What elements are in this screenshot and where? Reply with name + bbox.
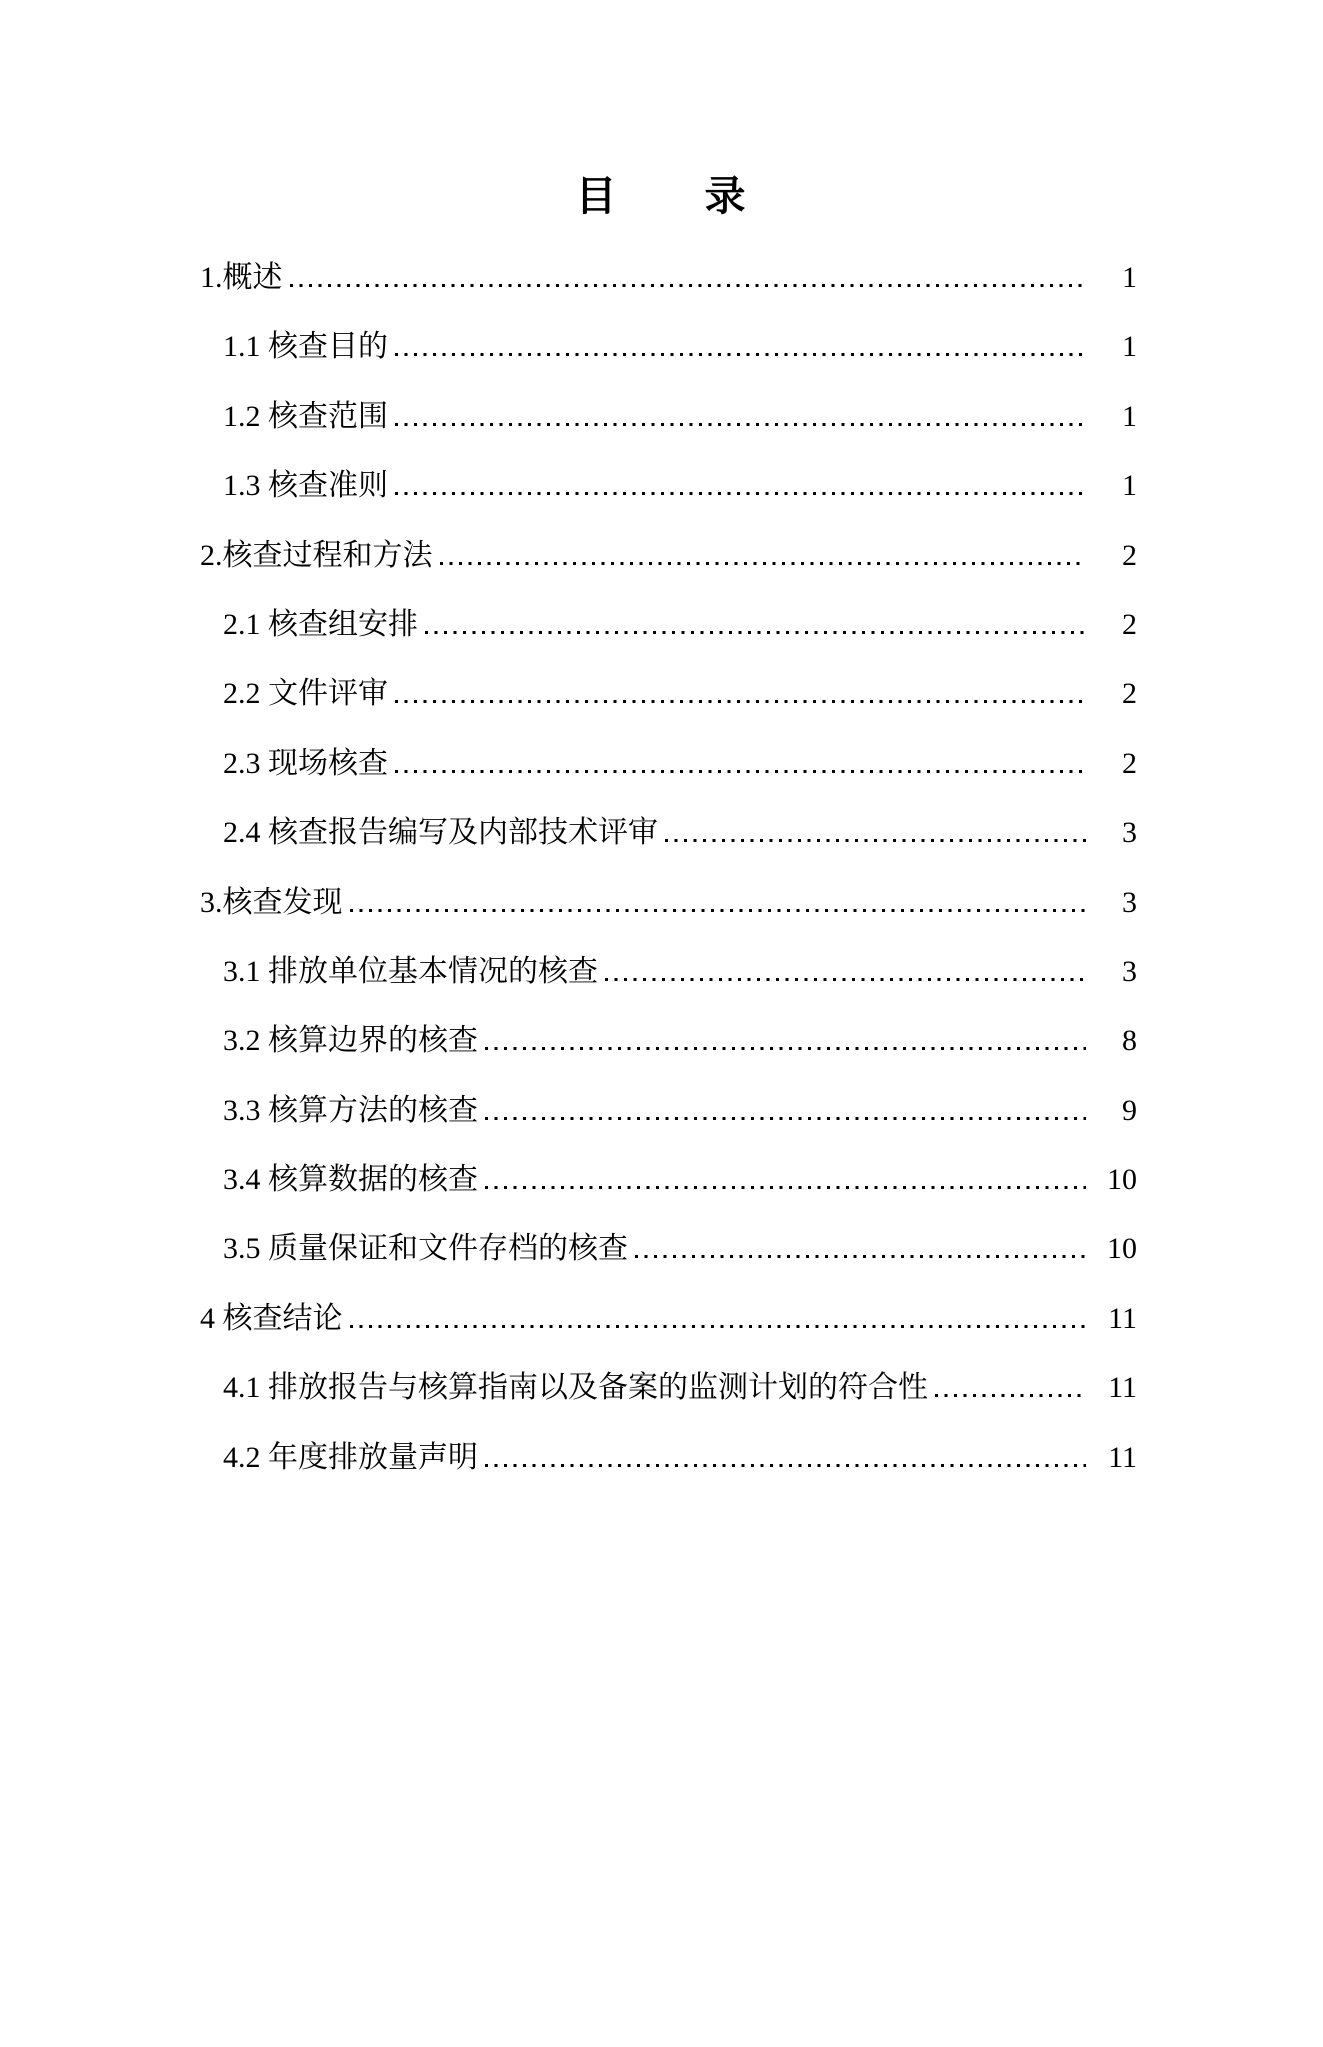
toc-entry-label: 1.3 核查准则 (223, 469, 388, 503)
toc-entry[interactable] (200, 1006, 1137, 1075)
toc-entry-page: 1 (1122, 330, 1137, 364)
dot-leader (425, 631, 1086, 634)
dot-leader (485, 1464, 1086, 1467)
toc-entry-label: 2.3 现场核查 (223, 746, 388, 780)
toc-entry[interactable] (200, 451, 1137, 520)
toc-entry-label: 1.2 核查范围 (223, 399, 388, 433)
toc-entry-label: 2.1 核查组安排 (223, 607, 418, 641)
dot-leader (485, 1186, 1086, 1189)
dot-leader (440, 562, 1087, 565)
document-page (0, 173, 1323, 2047)
dot-leader (395, 700, 1086, 703)
toc-entry-page: 2 (1122, 538, 1137, 572)
toc-entry[interactable] (200, 937, 1137, 1006)
toc-entry[interactable] (200, 1214, 1137, 1283)
toc-entry[interactable] (200, 1423, 1137, 1492)
toc-entry-label: 3.2 核算边界的核查 (223, 1024, 478, 1058)
toc-entry-page: 2 (1122, 746, 1137, 780)
toc-entry-label: 4 核查结论 (200, 1301, 343, 1335)
toc-entry-label: 4.2 年度排放量声明 (223, 1440, 478, 1474)
toc-entry-label: 3.4 核算数据的核查 (223, 1163, 478, 1197)
toc-entry-label: 2.核查过程和方法 (200, 538, 433, 572)
toc-entry[interactable] (200, 1145, 1137, 1214)
dot-leader (635, 1255, 1086, 1258)
toc-entry-page: 9 (1122, 1093, 1137, 1127)
toc-entry[interactable] (200, 659, 1137, 728)
dot-leader (485, 1117, 1086, 1120)
toc-entry-page: 2 (1122, 607, 1137, 641)
toc-entry-label: 3.1 排放单位基本情况的核查 (223, 954, 598, 988)
toc-entry[interactable] (200, 382, 1137, 451)
toc-entry[interactable] (200, 868, 1137, 937)
toc-entry-page: 1 (1122, 399, 1137, 433)
toc-entry[interactable] (200, 521, 1137, 590)
toc-entry[interactable] (200, 729, 1137, 798)
toc-entry[interactable] (200, 1284, 1137, 1353)
toc-entry[interactable] (200, 243, 1137, 312)
dot-leader (350, 1325, 1087, 1328)
page-title: 目 录 (575, 173, 748, 219)
dot-leader (290, 284, 1087, 287)
toc-entry-label: 4.1 排放报告与核算指南以及备案的监测计划的符合性 (223, 1371, 928, 1405)
toc-list (200, 243, 1137, 1492)
dot-leader (605, 978, 1086, 981)
toc-entry[interactable] (200, 590, 1137, 659)
toc-entry-label: 1.1 核查目的 (223, 330, 388, 364)
toc-entry-page: 1 (1122, 261, 1137, 294)
toc-entry-page: 11 (1108, 1440, 1137, 1474)
toc-entry-page: 10 (1107, 1163, 1137, 1197)
toc-entry[interactable] (200, 312, 1137, 381)
toc-entry-page: 3 (1122, 885, 1137, 919)
toc-entry-page: 11 (1108, 1301, 1137, 1335)
toc-entry-page: 10 (1107, 1232, 1137, 1266)
toc-entry-label: 2.2 文件评审 (223, 677, 388, 711)
toc-entry-page: 11 (1108, 1371, 1137, 1405)
dot-leader (395, 770, 1086, 773)
toc-entry-label: 3.核查发现 (200, 885, 343, 919)
dot-leader (935, 1394, 1086, 1397)
toc-entry[interactable] (200, 798, 1137, 867)
toc-entry-page: 8 (1122, 1024, 1137, 1058)
toc-entry-label: 3.5 质量保证和文件存档的核查 (223, 1232, 628, 1266)
toc-entry-page: 3 (1122, 816, 1137, 850)
toc-entry-label: 3.3 核算方法的核查 (223, 1093, 478, 1127)
dot-leader (395, 423, 1086, 426)
toc-entry[interactable] (200, 1353, 1137, 1422)
dot-leader (395, 353, 1086, 356)
dot-leader (395, 492, 1086, 495)
toc-entry[interactable] (200, 1076, 1137, 1145)
dot-leader (665, 839, 1086, 842)
dot-leader (485, 1047, 1086, 1050)
toc-entry-label: 1.概述 (200, 261, 283, 294)
toc-entry-page: 1 (1122, 469, 1137, 503)
toc-entry-label: 2.4 核查报告编写及内部技术评审 (223, 816, 658, 850)
toc-entry-page: 2 (1122, 677, 1137, 711)
dot-leader (350, 909, 1087, 912)
toc-entry-page: 3 (1122, 954, 1137, 988)
